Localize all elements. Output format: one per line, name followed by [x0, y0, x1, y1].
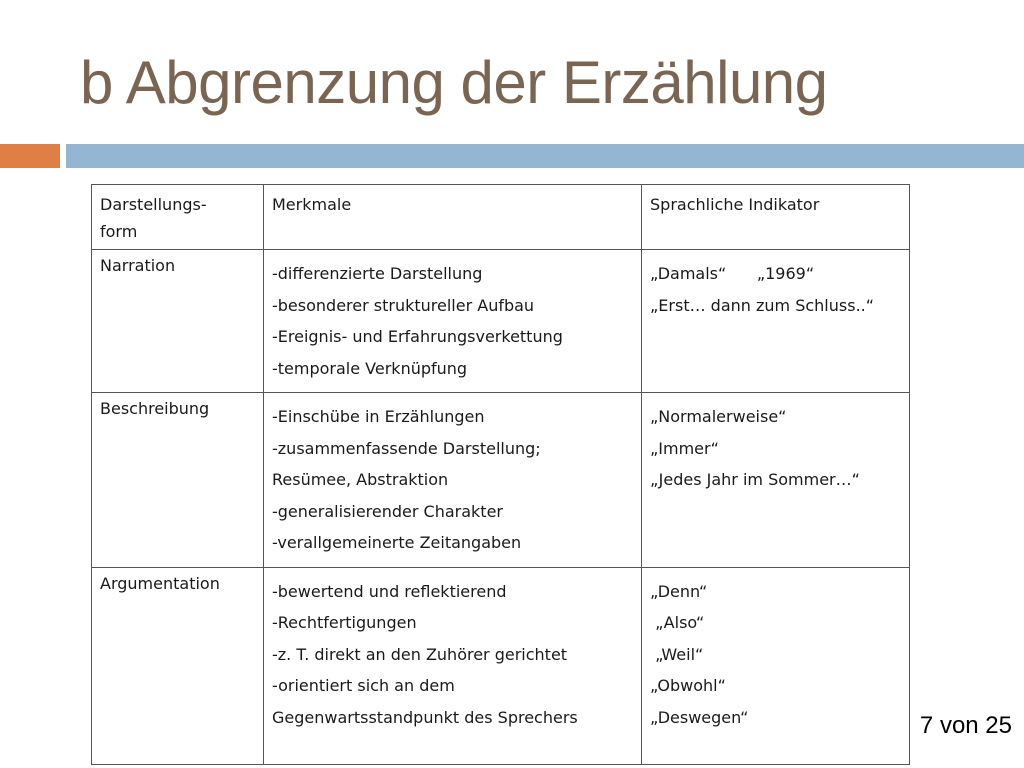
- page-number: 7 von 25: [919, 712, 1012, 739]
- accent-bar-blue: [66, 144, 1024, 168]
- merkmal-item: -besonderer struktureller Aufbau: [272, 295, 535, 315]
- merkmal-item: -Rechtfertigungen: [272, 613, 417, 632]
- header-sprachliche-indikator: Sprachliche Indikator: [642, 185, 910, 250]
- merkmal-item: -orientiert sich an dem: [272, 676, 455, 695]
- table-header-row: [92, 185, 910, 250]
- form-cell: Argumentation: [92, 567, 264, 764]
- header-merkmale: Merkmale: [264, 185, 642, 250]
- merkmal-item: -bewertend und reflektierend: [272, 581, 507, 601]
- merkmal-item: -generalisierender Charakter: [272, 501, 503, 521]
- merkmal-item: -Einschübe in Erzählungen: [272, 407, 485, 426]
- indikator-item: „Also“: [650, 613, 705, 632]
- indikator-item: „Denn“: [650, 581, 708, 601]
- indikatoren-cell: [642, 567, 910, 764]
- table-row: [92, 393, 910, 568]
- indikator-item: „Damals“ „1969“: [650, 264, 815, 283]
- indikator-item: „Erst… dann zum Schluss..“: [650, 295, 875, 315]
- indikator-item: „Immer“: [650, 438, 719, 458]
- merkmal-item: -verallgemeinerte Zeitangaben: [272, 533, 522, 552]
- merkmal-item: -differenzierte Darstellung: [272, 264, 483, 283]
- indikator-item: „Weil“: [650, 644, 704, 664]
- merkmale-cell: [264, 567, 642, 764]
- merkmal-item: -z. T. direkt an den Zuhörer gerichtet: [272, 644, 568, 664]
- table-row: [92, 250, 910, 393]
- table-row: [92, 567, 910, 764]
- merkmal-item: -Ereignis- und Erfahrungsverkettung: [272, 327, 563, 346]
- merkmal-item: -temporale Verknüpfung: [272, 358, 468, 378]
- merkmale-cell: [264, 393, 642, 568]
- merkmal-item: Gegenwartsstandpunkt des Sprechers: [272, 707, 578, 727]
- slide-title: b Abgrenzung der Erzählung: [80, 49, 828, 116]
- merkmal-item: -zusammenfassende Darstellung;: [272, 438, 541, 458]
- form-cell: Beschreibung: [92, 393, 264, 568]
- accent-bar-orange: [0, 144, 60, 168]
- indikatoren-cell: [642, 250, 910, 393]
- form-cell: Narration: [92, 250, 264, 393]
- merkmale-cell: [264, 250, 642, 393]
- indikator-item: „Jedes Jahr im Sommer…“: [650, 470, 860, 489]
- indikator-item: „Normalerweise“: [650, 407, 787, 426]
- indikatoren-cell: [642, 393, 910, 568]
- merkmal-item: Resümee, Abstraktion: [272, 470, 449, 489]
- header-darstellungsform: Darstellungs- form: [92, 185, 264, 250]
- indikator-item: „Obwohl“: [650, 676, 726, 695]
- indikator-item: „Deswegen“: [650, 707, 749, 727]
- comparison-table: [91, 184, 910, 765]
